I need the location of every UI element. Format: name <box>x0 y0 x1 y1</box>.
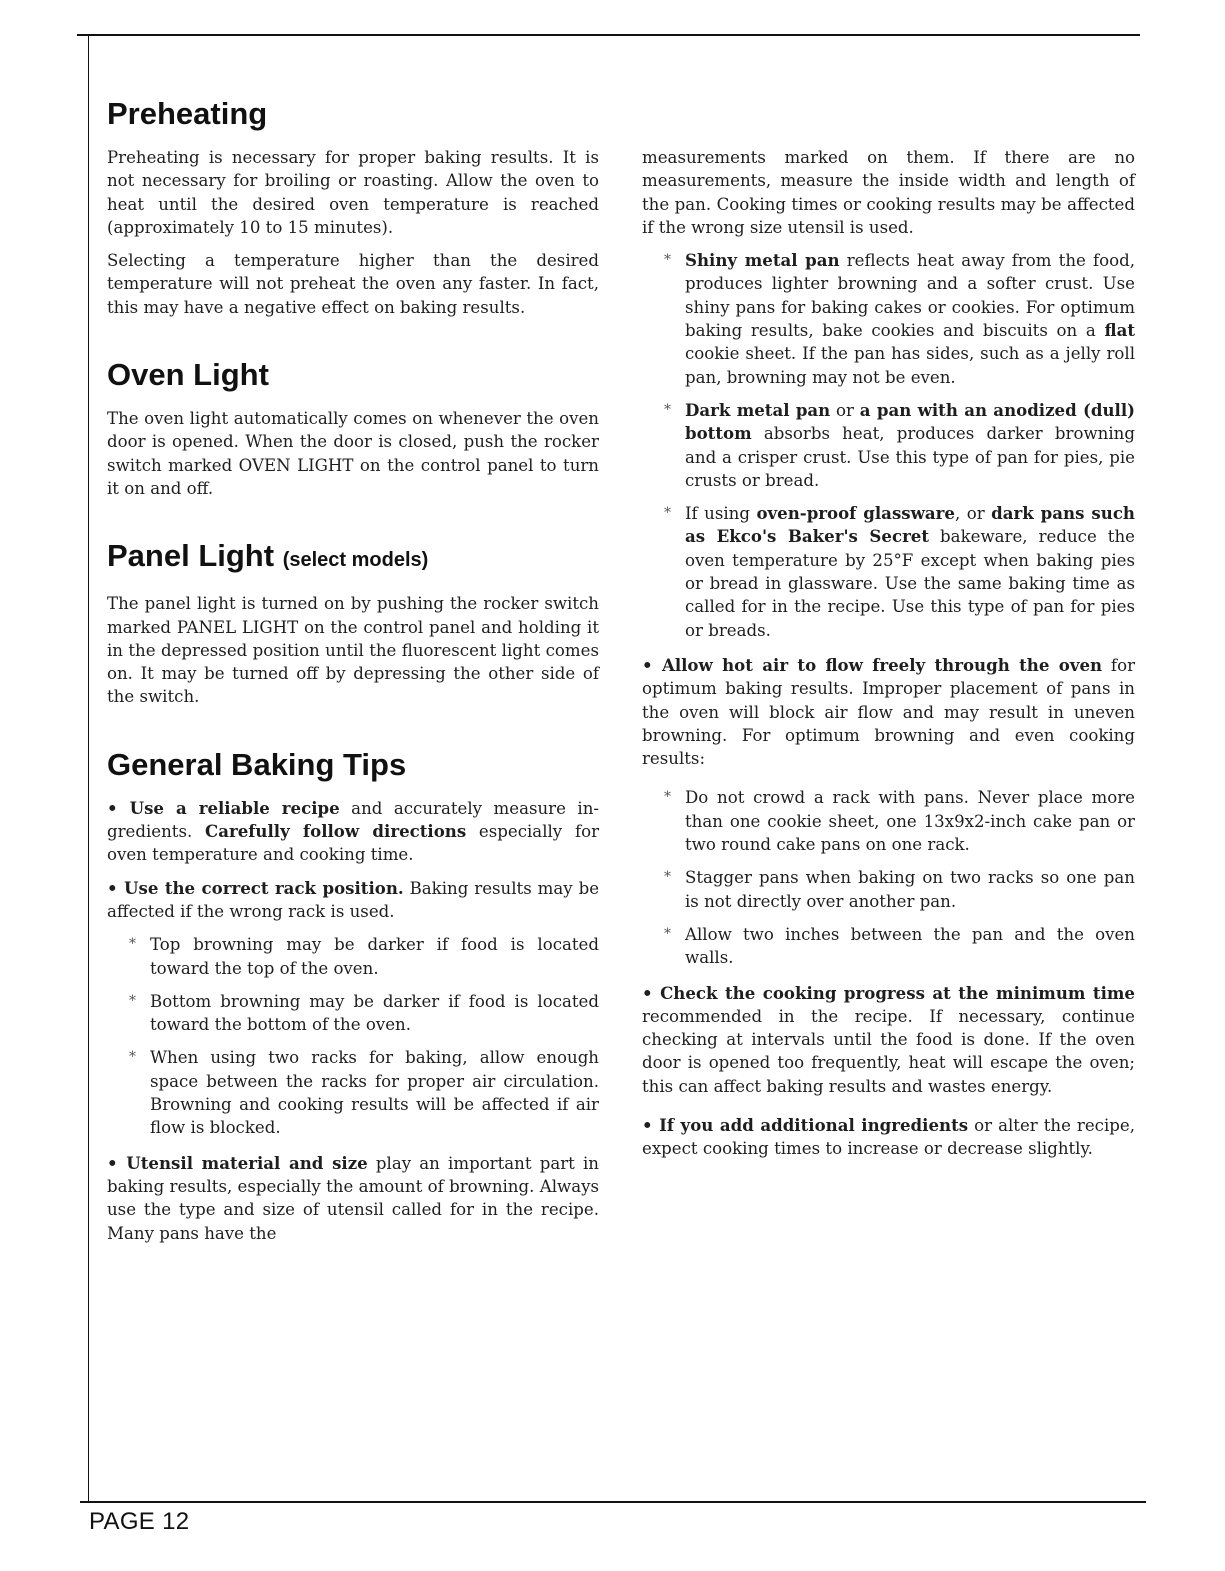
tip-hot-air-bold: • Allow hot air to flow freely through the oven <box>642 654 1103 675</box>
top-rule <box>77 34 1140 36</box>
list-item <box>642 249 1135 389</box>
preheating-paragraph-1: Preheating is necessary for proper baking results. It is not necessary for broiling or roasting. Allow the oven to heat until the desired oven temperature is reached (approximately 10 to 15 minutes). <box>107 148 599 237</box>
tip-hot-air-text: for optimum baking results. Improper placement of pans in the oven will block air flow and may result in uneven browning. For optimum browning and even cooking results: <box>642 655 1135 769</box>
bottom-rule <box>80 1501 1146 1503</box>
dark-pan-bold: Dark metal pan <box>685 399 831 420</box>
panel-light-paragraph: The panel light is turned on by pushing the rocker switch marked PANEL LIGHT on the control panel and holding it in the depressed position until the fluorescent light comes on. It may be turned off by depressing the other side of the switch. <box>107 594 599 707</box>
tip-utensil-bold: • Utensil material and size <box>107 1152 368 1173</box>
tip-additional-ingredients-text: or alter the recipe, expect cooking times to increase or decrease slightly. <box>642 1115 1135 1159</box>
list-item <box>642 923 1135 970</box>
utensil-continued-paragraph: measurements marked on them. If there are no measurements, measure the inside width and length of the pan. Cooking times or cooking results may be affected if the wrong size utensil is used. <box>642 148 1135 237</box>
asterisk-icon: * <box>129 992 136 1009</box>
list-item-text: Do not crowd a rack with pans. Never place more than one cookie sheet, one 13x9x2-inch cake pan or two round cake pans on one rack. <box>685 788 1135 855</box>
tip-check-progress-text: recommended in the recipe. If necessary, continue checking at intervals until the food is done. If the oven door is opened too frequently, heat will escape the oven; this can affect baking results and wastes energy. <box>642 1006 1135 1096</box>
list-item <box>107 933 599 980</box>
heading-oven-light: Oven Light <box>107 357 269 393</box>
asterisk-icon: * <box>664 401 671 418</box>
anodized-pan-bold: a pan with an anodized (dull) bottom <box>685 399 1135 444</box>
heading-preheating: Preheating <box>107 96 268 131</box>
panel-light-suffix: (select models) <box>282 549 429 572</box>
list-item-text: Top browning may be darker if food is located toward the top of the oven. <box>150 935 599 978</box>
pan-list <box>642 249 1135 642</box>
glassware-bold: oven-proof glassware <box>756 503 955 524</box>
list-item <box>107 990 599 1037</box>
dark-pans-bold: dark pans such as Ekco's Baker's Secret <box>685 503 1135 547</box>
list-item-text: Bottom browning may be darker if food is located toward the bottom of the oven. <box>150 991 599 1035</box>
tip-follow-directions-text: especially for oven temperature and cooking time. <box>107 822 600 865</box>
tip-reliable-recipe-text: and accurately measure in- gredients. <box>107 798 600 842</box>
asterisk-icon: * <box>129 1049 136 1066</box>
flat-bold: flat <box>1104 320 1135 341</box>
tip-utensil-text: play an important part in baking results, especially the amount of browning. Always use the type and size of utensil called for in the recipe. Many pans have the <box>107 1153 599 1243</box>
tip-rack-position <box>107 877 599 924</box>
preheating-paragraph-2: Selecting a temperature higher than the desired temperature will not preheat the oven any faster. In fact, this may have a negative effect on baking results. <box>107 251 599 317</box>
heading-general-baking-tips: General Baking Tips <box>107 746 407 782</box>
panel-light-title: Panel Light <box>107 538 275 574</box>
right-column <box>642 146 1135 1171</box>
shiny-pan-text: reflects heat away from the food, produces lighter browning and a softer crust. Use shiny pans for baking cakes or cookies. For optimum baking results, bake cookies and biscuits on a <box>685 251 1135 341</box>
left-column <box>107 96 599 1255</box>
heading-panel-light <box>107 538 599 578</box>
tip-rack-position-text: Baking results may be affected if the wrong rack is used. <box>107 878 600 921</box>
list-item <box>107 1046 599 1139</box>
dark-pan-text: absorbs heat, produces darker browning and a crisper crust. Use this type of pan for pies, pie crusts or bread. <box>685 424 1135 490</box>
rack-list <box>107 933 599 1139</box>
asterisk-icon: * <box>664 869 671 886</box>
tip-rack-position-bold: • Use the correct rack position. <box>107 877 404 898</box>
asterisk-icon: * <box>664 925 671 942</box>
tip-reliable-recipe-bold: • Use a reliable recipe <box>107 797 340 818</box>
list-item <box>642 866 1135 913</box>
glassware-text-1: If using <box>685 504 757 524</box>
page-number: PAGE 12 <box>89 1508 190 1535</box>
shiny-pan-bold: Shiny metal pan <box>685 250 840 271</box>
glassware-text-3: bakeware, reduce the oven temperature by 25°F except when baking pies or bread in glassware. Use the same baking time as called for in the recipe. Use this type of pan for pies or breads. <box>685 527 1135 640</box>
tip-additional-ingredients-bold: • If you add additional ingredients <box>642 1114 969 1135</box>
tip-reliable-recipe <box>107 797 599 867</box>
asterisk-icon: * <box>664 252 671 269</box>
list-item <box>642 502 1135 642</box>
tip-hot-air <box>642 654 1135 770</box>
tip-follow-directions-bold: Carefully follow directions <box>205 821 467 842</box>
tip-check-progress <box>642 982 1135 1098</box>
list-item-text: When using two racks for baking, allow enough space between the racks for proper air circulation. Browning and cooking results will be affected if air flow is blocked. <box>150 1048 599 1138</box>
list-item <box>642 399 1135 492</box>
list-item-text: Allow two inches between the pan and the oven walls. <box>685 924 1135 968</box>
asterisk-icon: * <box>664 505 671 522</box>
list-item-text: Stagger pans when baking on two racks so one pan is not directly over another pan. <box>685 868 1135 911</box>
tip-additional-ingredients <box>642 1114 1135 1161</box>
tip-utensil <box>107 1152 599 1245</box>
list-item <box>642 786 1135 856</box>
left-rule <box>88 34 89 1502</box>
dark-pan-or: or <box>830 400 860 420</box>
air-list <box>642 786 1135 969</box>
tip-check-progress-bold: • Check the cooking progress at the minimum time <box>642 982 1135 1003</box>
oven-light-paragraph: The oven light automatically comes on whenever the oven door is opened. When the door is closed, push the rocker switch marked OVEN LIGHT on the control panel to turn it on and off. <box>107 409 599 498</box>
asterisk-icon: * <box>664 789 671 806</box>
glassware-text-2: , or <box>954 504 992 524</box>
asterisk-icon: * <box>129 936 136 953</box>
shiny-pan-text-2: cookie sheet. If the pan has sides, such as a jelly roll pan, browning may not be even. <box>685 344 1135 387</box>
